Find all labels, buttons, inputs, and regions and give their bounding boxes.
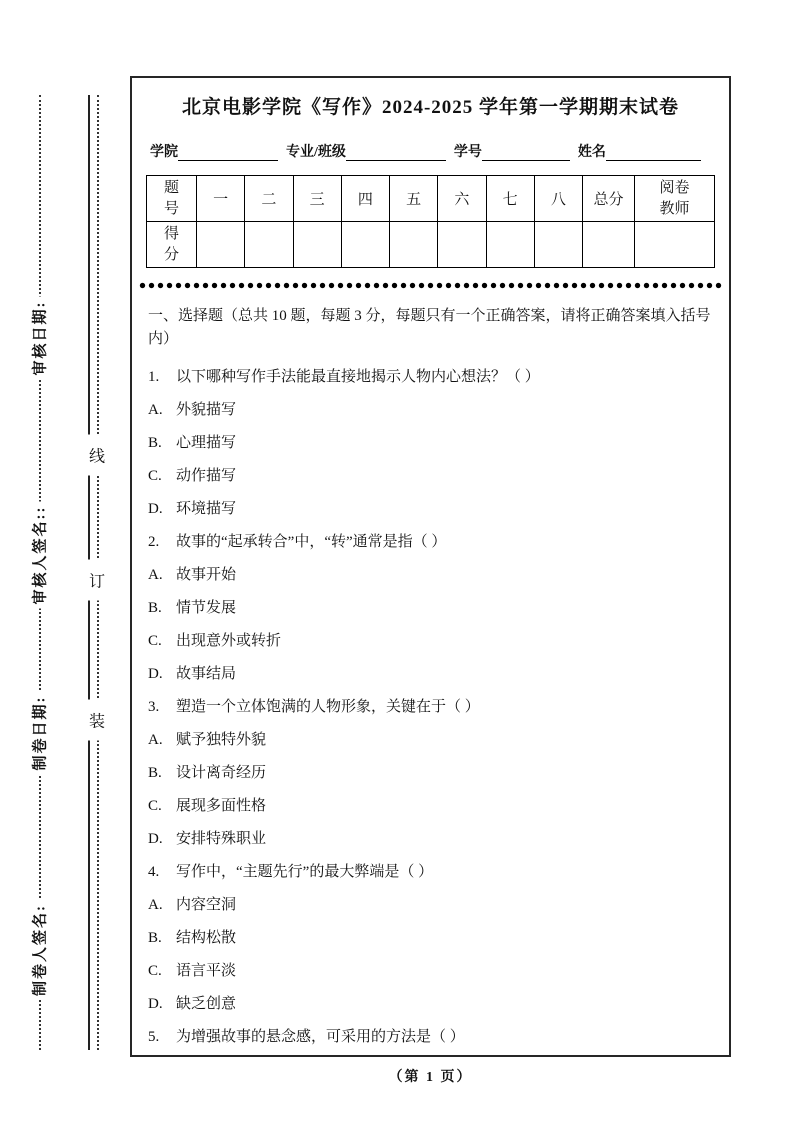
question-text-line xyxy=(148,367,713,387)
option-letter: C. xyxy=(148,633,162,649)
dotted-separator xyxy=(138,282,723,289)
score-col-header: 七 xyxy=(486,176,534,222)
option-line xyxy=(148,829,713,849)
score-table-score-row xyxy=(147,222,715,268)
reviewer-header: 阅卷教师 xyxy=(635,176,715,222)
question-text-line xyxy=(148,532,713,552)
question-number: 4. xyxy=(148,864,160,880)
option-text: 结构松散 xyxy=(176,930,237,946)
question-text: 故事的“起承转合”中，“转”通常是指（ ） xyxy=(176,534,447,550)
score-cell xyxy=(293,222,341,268)
section-heading: 一、选择题（总共 10 题，每题 3 分，每题只有一个正确答案，请将正确答案填入括号内） xyxy=(148,308,711,347)
option-line xyxy=(148,664,713,684)
option-text: 设计离奇经历 xyxy=(176,765,267,781)
student-id-blank-line xyxy=(482,143,570,161)
option-text: 出现意外或转折 xyxy=(176,633,282,649)
score-table-header-row xyxy=(147,176,715,222)
margin-label-maker-sign: 制卷人签名: xyxy=(19,900,60,1000)
exam-title: 北京电影学院《写作》2024-2025 学年第一学期期末试卷 xyxy=(181,97,680,118)
option-letter: B. xyxy=(148,930,162,946)
margin-label-reviewer-sign: 审核人签名:: xyxy=(19,502,60,609)
score-row-header: 得分 xyxy=(147,222,197,268)
score-col-header-total: 总分 xyxy=(583,176,635,222)
exam-content-box xyxy=(130,76,731,1057)
score-cell xyxy=(341,222,389,268)
score-cell xyxy=(245,222,293,268)
option-line xyxy=(148,796,713,816)
question-5 xyxy=(148,1027,713,1047)
score-col-header: 六 xyxy=(438,176,486,222)
option-line xyxy=(148,598,713,618)
question-text-line xyxy=(148,862,713,882)
option-line xyxy=(148,631,713,651)
reviewer-cell xyxy=(635,222,715,268)
name-blank-line xyxy=(606,143,701,161)
score-col-header: 八 xyxy=(534,176,582,222)
option-line xyxy=(148,928,713,948)
option-line xyxy=(148,565,713,585)
option-line xyxy=(148,466,713,486)
student-info-row xyxy=(146,141,715,161)
option-line xyxy=(148,763,713,783)
option-text: 故事结局 xyxy=(176,666,237,682)
option-letter: A. xyxy=(148,897,163,913)
major-class-blank-line xyxy=(346,143,446,161)
college-blank-line xyxy=(178,143,278,161)
question-number: 3. xyxy=(148,699,160,715)
option-text: 外貌描写 xyxy=(176,402,237,418)
option-letter: B. xyxy=(148,765,162,781)
option-text: 内容空洞 xyxy=(176,897,237,913)
question-4 xyxy=(148,862,713,1014)
binding-char-zhuang: 装 xyxy=(87,700,107,741)
question-text-line xyxy=(148,1027,713,1047)
option-letter: D. xyxy=(148,831,163,847)
option-line xyxy=(148,730,713,750)
question-number: 5. xyxy=(148,1029,160,1045)
option-text: 缺乏创意 xyxy=(176,996,237,1012)
option-line xyxy=(148,400,713,420)
question-number: 2. xyxy=(148,534,160,550)
option-text: 语言平淡 xyxy=(176,963,237,979)
option-line xyxy=(148,961,713,981)
option-letter: D. xyxy=(148,501,163,517)
field-label-student-id: 学号 xyxy=(453,145,482,160)
option-letter: B. xyxy=(148,435,162,451)
option-letter: C. xyxy=(148,963,162,979)
question-1 xyxy=(148,367,713,519)
score-cell xyxy=(390,222,438,268)
option-text: 赋予独特外貌 xyxy=(176,732,267,748)
option-text: 环境描写 xyxy=(176,501,237,517)
option-text: 安排特殊职业 xyxy=(176,831,267,847)
question-text: 以下哪种写作手法能最直接地揭示人物内心想法？（ ） xyxy=(176,369,540,385)
margin-label-review-date: 审核日期: xyxy=(19,297,60,380)
question-2 xyxy=(148,532,713,684)
question-3 xyxy=(148,697,713,849)
score-col-header: 三 xyxy=(293,176,341,222)
option-line xyxy=(148,499,713,519)
option-letter: C. xyxy=(148,468,162,484)
option-letter: A. xyxy=(148,402,163,418)
option-line xyxy=(148,994,713,1014)
option-line xyxy=(148,895,713,915)
score-cell xyxy=(534,222,582,268)
score-cell-total xyxy=(583,222,635,268)
page-number-footer: （第 1 页） xyxy=(388,1070,473,1085)
option-line xyxy=(148,433,713,453)
question-text: 写作中，“主题先行”的最大弊端是（ ） xyxy=(176,864,434,880)
option-text: 心理描写 xyxy=(176,435,237,451)
option-text: 情节发展 xyxy=(176,600,237,616)
question-text: 塑造一个立体饱满的人物形象，关键在于（ ） xyxy=(176,699,480,715)
margin-label-maker-date: 制卷日期: xyxy=(19,692,60,775)
question-number-header: 题号 xyxy=(147,176,197,222)
question-number: 1. xyxy=(148,369,160,385)
option-letter: D. xyxy=(148,666,163,682)
option-letter: B. xyxy=(148,600,162,616)
option-letter: A. xyxy=(148,732,163,748)
score-table xyxy=(146,175,715,268)
field-label-name: 姓名 xyxy=(577,145,606,160)
score-cell xyxy=(438,222,486,268)
score-cell xyxy=(486,222,534,268)
option-text: 故事开始 xyxy=(176,567,237,583)
score-col-header: 五 xyxy=(390,176,438,222)
binding-char-ding: 订 xyxy=(87,560,107,601)
score-cell xyxy=(197,222,245,268)
binding-char-xian: 线 xyxy=(87,435,107,476)
question-text: 为增强故事的悬念感，可采用的方法是（ ） xyxy=(176,1029,465,1045)
question-text-line xyxy=(148,697,713,717)
option-text: 动作描写 xyxy=(176,468,237,484)
exam-body xyxy=(146,305,715,1047)
field-label-college: 学院 xyxy=(150,145,178,160)
score-col-header: 一 xyxy=(197,176,245,222)
score-col-header: 二 xyxy=(245,176,293,222)
field-label-major-class: 专业/班级 xyxy=(286,145,346,160)
score-col-header: 四 xyxy=(341,176,389,222)
option-letter: D. xyxy=(148,996,163,1012)
option-text: 展现多面性格 xyxy=(176,798,267,814)
option-letter: A. xyxy=(148,567,163,583)
option-letter: C. xyxy=(148,798,162,814)
